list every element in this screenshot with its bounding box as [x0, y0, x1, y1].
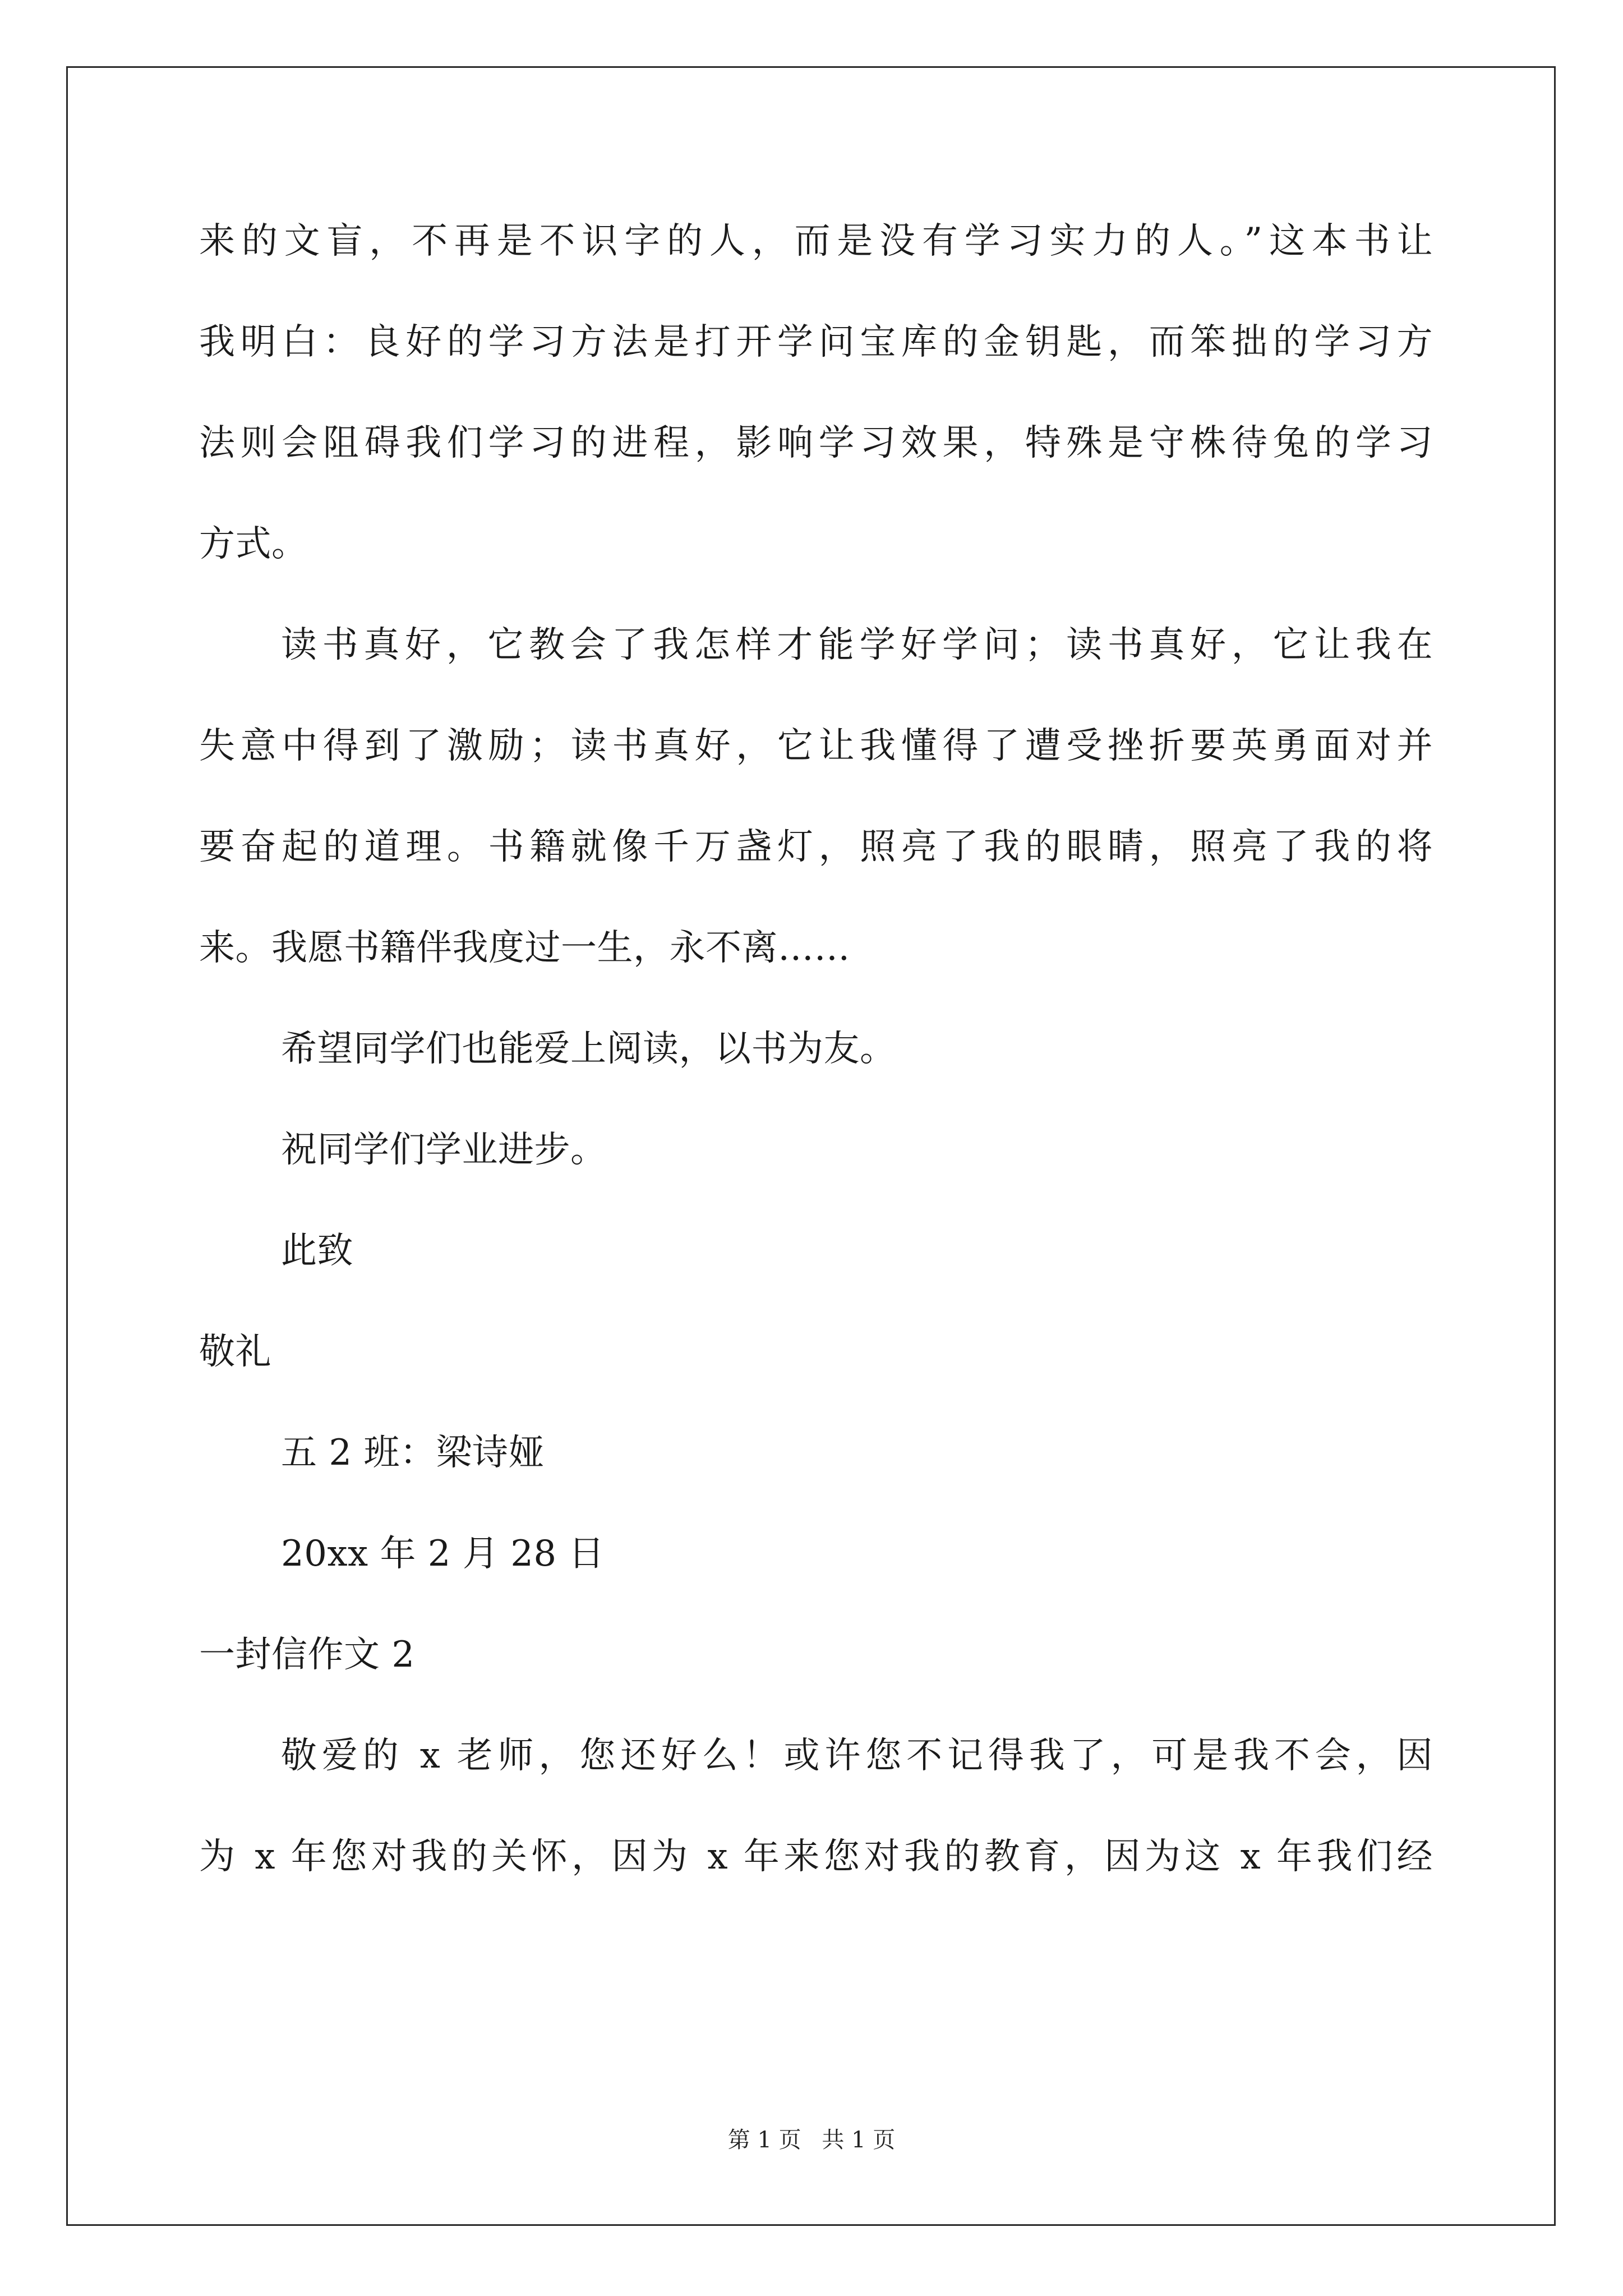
letter-date: 20xx 年 2 月 28 日	[281, 1533, 605, 1575]
paragraph-line: 希望同学们也能爱上阅读，以书为友。	[281, 1028, 896, 1070]
page-total: 共 1 页	[822, 2127, 896, 2153]
paragraph-line: 来。我愿书籍伴我度过一生，永不离……	[199, 927, 850, 969]
paragraph-line: 法则会阻碍我们学习的进程，影响学习效果，特殊是守株待兔的学习	[199, 422, 1433, 464]
page-number: 第 1 页	[727, 2127, 801, 2153]
paragraph-line: 祝同学们学业进步。	[281, 1129, 607, 1171]
signature: 五 2 班：梁诗娅	[281, 1432, 545, 1474]
paragraph-line: 方式。	[199, 523, 308, 565]
page-footer	[0, 2126, 1623, 2154]
closing-salutation: 此致	[281, 1230, 353, 1272]
paragraph-line: 读书真好，它教会了我怎样才能学好学问；读书真好，它让我在	[281, 624, 1433, 666]
paragraph-line: 敬爱的 x 老师，您还好么！或许您不记得我了，可是我不会，因	[281, 1735, 1433, 1777]
paragraph-line: 要奋起的道理。书籍就像千万盏灯，照亮了我的眼睛，照亮了我的将	[199, 826, 1433, 868]
section-title: 一封信作文 2	[199, 1634, 415, 1676]
paragraph-line: 为 x 年您对我的关怀，因为 x 年来您对我的教育，因为这 x 年我们经	[199, 1836, 1433, 1878]
paragraph-line: 失意中得到了激励；读书真好，它让我懂得了遭受挫折要英勇面对并	[199, 725, 1433, 767]
closing-respect: 敬礼	[199, 1331, 271, 1373]
paragraph-line: 来的文盲，不再是不识字的人，而是没有学习实力的人。”这本书让	[199, 220, 1433, 262]
paragraph-line: 我明白：良好的学习方法是打开学问宝库的金钥匙，而笨拙的学习方	[199, 321, 1433, 363]
